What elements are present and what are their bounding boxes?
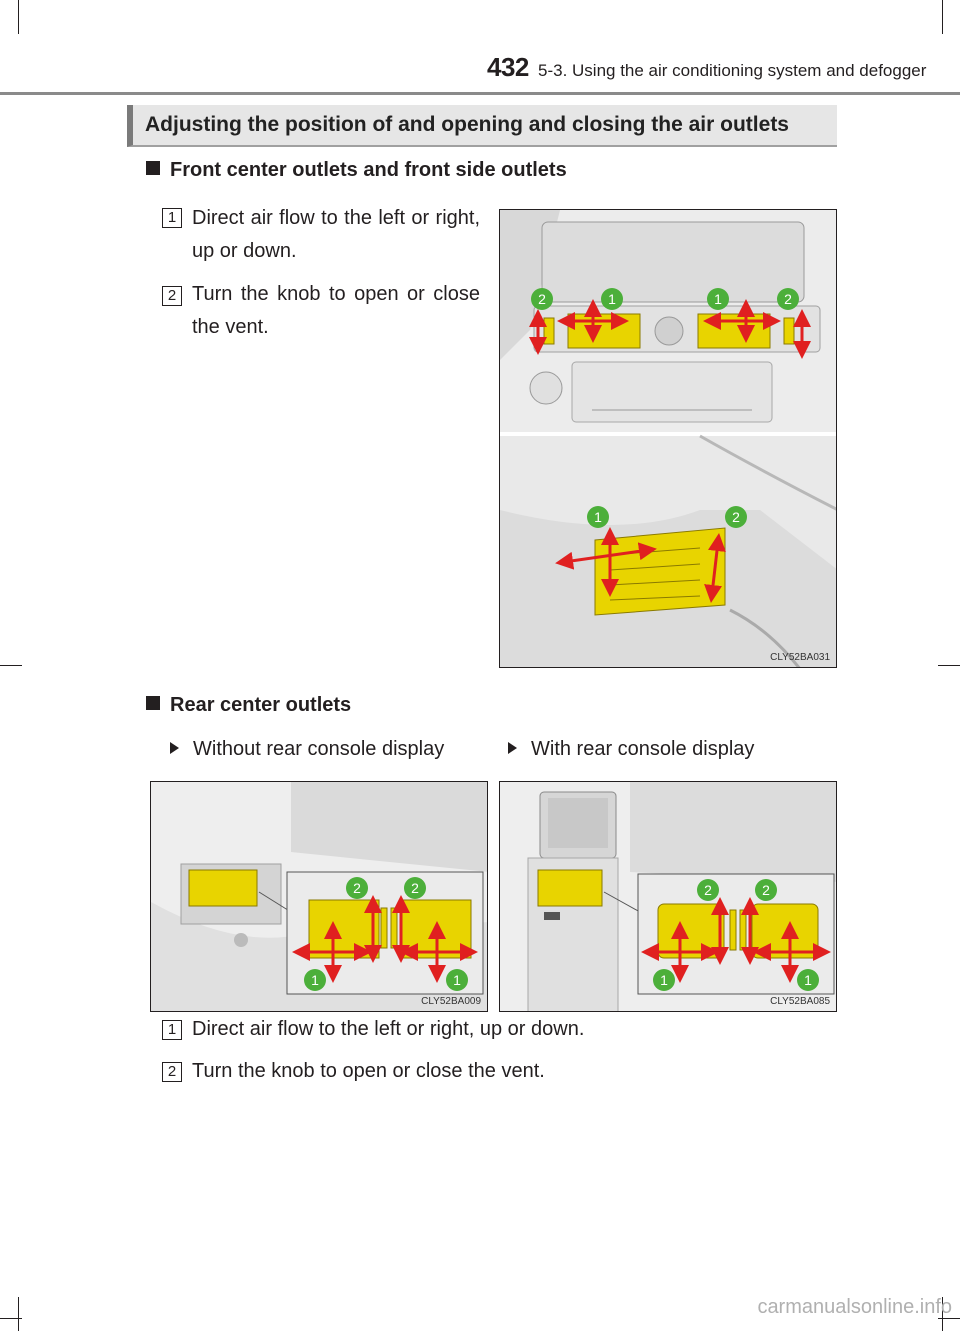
svg-text:1: 1 xyxy=(660,972,668,988)
square-bullet-icon xyxy=(146,161,160,175)
svg-text:1: 1 xyxy=(453,972,461,988)
callout-label-2 xyxy=(696,878,720,902)
variant-label-a xyxy=(170,733,444,766)
crop-mark xyxy=(18,0,19,34)
front-outlets-figure xyxy=(499,209,837,668)
callout-label-1 xyxy=(445,968,469,992)
rear-step-2-text: Turn the knob to open or close the vent. xyxy=(192,1060,545,1082)
triangle-bullet-icon xyxy=(170,742,179,754)
square-bullet-icon xyxy=(146,696,160,710)
svg-text:2: 2 xyxy=(538,291,546,307)
svg-text:2: 2 xyxy=(732,509,740,525)
figure-code: CLY52BA031 xyxy=(770,652,830,663)
step-number-badge: 1 xyxy=(162,1020,182,1040)
front-step-1-text: Direct air flow to the left or right, up or down. xyxy=(192,207,480,262)
rear-outlets-heading-text: Rear center outlets xyxy=(170,694,352,716)
rear-outlets-heading xyxy=(146,694,351,717)
crop-mark xyxy=(0,665,22,666)
front-outlets-heading xyxy=(146,159,567,182)
step-number-badge: 1 xyxy=(162,208,182,228)
section-title: Adjusting the position of and opening and closing the air outlets xyxy=(145,113,789,136)
callout-label-1 xyxy=(652,968,676,992)
callout-label-2 xyxy=(776,287,800,311)
callout-label-1 xyxy=(586,505,610,529)
svg-text:1: 1 xyxy=(714,291,722,307)
callout-label-2 xyxy=(403,876,427,900)
figure-code: CLY52BA009 xyxy=(421,996,481,1007)
crop-mark xyxy=(942,0,943,34)
svg-text:1: 1 xyxy=(608,291,616,307)
triangle-bullet-icon xyxy=(508,742,517,754)
rear-outlets-figure-with-display xyxy=(499,781,837,1012)
callout-label-1 xyxy=(303,968,327,992)
variant-label-b xyxy=(508,733,754,766)
crop-mark xyxy=(938,665,960,666)
page-number: 432 xyxy=(487,52,529,82)
crop-mark xyxy=(18,1297,19,1331)
svg-text:2: 2 xyxy=(762,882,770,898)
rear-outlets-figure-without-display xyxy=(150,781,488,1012)
front-outlets-heading-text: Front center outlets and front side outlets xyxy=(170,159,567,181)
callout-label-1 xyxy=(600,287,624,311)
callout-label-2 xyxy=(724,505,748,529)
step-number-badge: 2 xyxy=(162,1062,182,1082)
svg-text:2: 2 xyxy=(784,291,792,307)
watermark: carmanualsonline.info xyxy=(757,1296,952,1318)
svg-text:2: 2 xyxy=(411,880,419,896)
callout-label-2 xyxy=(754,878,778,902)
chapter-title: 5-3. Using the air conditioning system and defogger xyxy=(538,61,927,80)
front-outlets-illustration xyxy=(500,210,837,668)
rear-step-1-text: Direct air flow to the left or right, up or down. xyxy=(192,1018,585,1040)
crop-mark xyxy=(0,1318,22,1319)
callout-label-2 xyxy=(345,876,369,900)
svg-text:2: 2 xyxy=(704,882,712,898)
svg-text:1: 1 xyxy=(804,972,812,988)
svg-text:1: 1 xyxy=(594,509,602,525)
header-rule xyxy=(0,92,960,95)
callout-label-2 xyxy=(530,287,554,311)
figure-code: CLY52BA085 xyxy=(770,996,830,1007)
step-number-badge: 2 xyxy=(162,286,182,306)
callout-label-1 xyxy=(796,968,820,992)
front-step-2-text: Turn the knob to open or close the vent. xyxy=(192,283,480,338)
callout-label-1 xyxy=(706,287,730,311)
svg-text:1: 1 xyxy=(311,972,319,988)
svg-text:2: 2 xyxy=(353,880,361,896)
variant-label-b-text: With rear console display xyxy=(531,738,755,760)
variant-label-a-text: Without rear console display xyxy=(193,738,445,760)
